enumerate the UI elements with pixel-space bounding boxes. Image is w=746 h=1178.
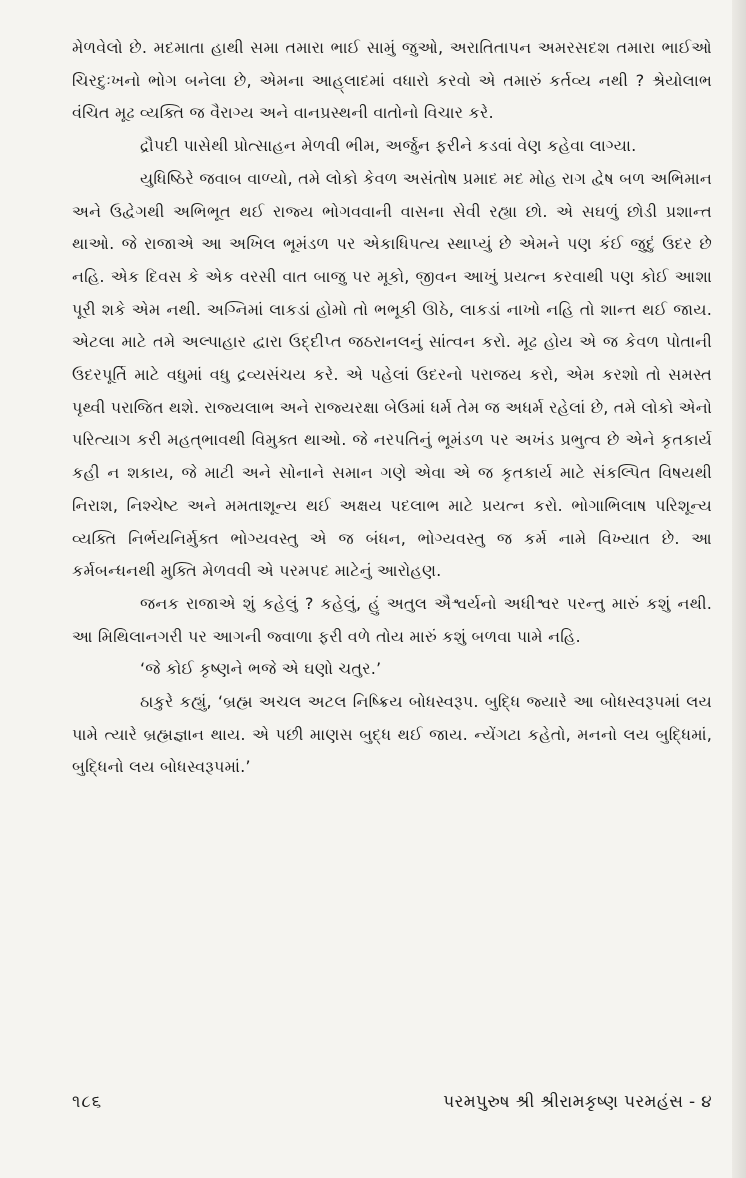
paragraph-4: જનક રાજાએ શું કહેલું ? કહેલું, હું અતુલ ઐશ્વર્યનો અધીશ્વર પરન્તુ મારું કશું નથી. આ મિથિલાનગરી પર આગની જ્વાળા ફરી વળે તોય મારું કશું બળવા પામે નહિ. — [72, 593, 712, 646]
paragraph-2: દ્રૌપદી પાસેથી પ્રોત્સાહન મેળવી ભીમ, અર્જુન ફરીને કડવાં વેણ કહેવા લાગ્યા. — [140, 136, 637, 156]
page-footer — [72, 1092, 712, 1112]
paragraph-6: ઠાકુરે કહ્યું, ‘બ્રહ્મ અચલ અટલ નિષ્ક્રિય બોધસ્વરૂપ. બુદ્ધિ જ્યારે આ બોધસ્વરૂપમાં લય પામે ત્યારે બ્રહ્મજ્ઞાન થાય. એ પછી માણસ બુદ્ધ થઈ જાય. ન્યેંગટા કહેતો, મનનો લય બુદ્ધિમાં, બુદ્ધિનો લય બોધસ્વરૂપમાં.’ — [72, 692, 712, 777]
running-title: પરમપુરુષ શ્રી શ્રીરામકૃષ્ણ પરમહંસ - ૪ — [443, 1092, 712, 1112]
page-body — [72, 32, 712, 784]
paragraph-3: યુધિષ્ઠિરે જવાબ વાળ્યો, તમે લોકો કેવળ અસંતોષ પ્રમાદ મદ મોહ રાગ દ્વેષ બળ અભિમાન અને ઉદ્વેગથી અભિભૂત થઈ રાજ્ય ભોગવવાની વાસના સેવી રહ્યા છો. એ સઘળું છોડી પ્રશાન્ત થાઓ. જે રાજાએ આ અખિલ ભૂમંડળ પર એકાધિપત્ય સ્થાપ્યું છે એમને પણ કંઈ જુદું ઉદર છે નહિ. એક દિવસ કે એક વરસી વાત બાજુ પર મૂકો, જીવન આખું પ્રયત્ન કરવાથી પણ કોઈ આશા પૂરી શકે એમ નથી. અગ્નિમાં લાકડાં હોમો તો ભભૂકી ઊઠે, લાકડાં નાખો નહિ તો શાન્ત થઈ જાય. એટલા માટે તમે અલ્પાહાર દ્વારા ઉદ્દીપ્ત જઠરાનલનું સાંત્વન કરો. મૂઢ હોય એ જ કેવળ પોતાની ઉદરપૂર્તિ માટે વધુમાં વધુ દ્રવ્યસંચય કરે. એ પહેલાં ઉદરનો પરાજય કરો, એમ કરશો તો સમસ્ત પૃથ્વી પરાજિત થશે. રાજ્યલાભ અને રાજ્યરક્ષા બેઉમાં ધર્મ તેમ જ અધર્મ રહેલાં છે, તમે લોકો એનો પરિત્યાગ કરી મહત્‌ભાવથી વિમુક્ત થાઓ. જે નરપતિનું ભૂમંડળ પર અખંડ પ્રભુત્વ છે એને કૃતકાર્ય કહી ન શકાય, જે માટી અને સોનાને સમાન ગણે એવા એ જ કૃતકાર્ય માટે સંકલ્પિત વિષયથી નિરાશ, નિશ્ચેષ્ટ અને મમતાશૂન્ય થઈ અક્ષય પદલાભ માટે પ્રયત્ન કરો. ભોગાભિલાષ પરિશૂન્ય વ્યક્તિ નિર્ભયનિર્મુક્ત ભોગ્યવસ્તુ એ જ બંધન, ભોગ્યવસ્તુ જ કર્મ નામે વિખ્યાત છે. આ કર્મબન્ધનથી મુક્તિ મેળવવી એ પરમપદ માટેનું આરોહણ. — [72, 168, 712, 581]
page-number: ૧૮૬ — [72, 1092, 103, 1112]
paragraph-1: મેળવેલો છે. મદમાતા હાથી સમા તમારા ભાઈ સામું જુઓ, અરાતિતાપન અમરસદશ તમારા ભાઈઓ ચિરદુઃખનો ભોગ બનેલા છે, એમના આહ્‌લાદમાં વધારો કરવો એ તમારું કર્તવ્ય નથી ? શ્રેયોલાભ વંચિત મૂઢ વ્યક્તિ જ વૈરાગ્ય અને વાનપ્રસ્થની વાતોનો વિચાર કરે. — [72, 38, 712, 123]
paragraph-5: ‘જે કોઈ કૃષ્ણને ભજે એ ઘણો ચતુર.’ — [140, 659, 382, 679]
page-edge-shadow — [732, 0, 746, 1178]
